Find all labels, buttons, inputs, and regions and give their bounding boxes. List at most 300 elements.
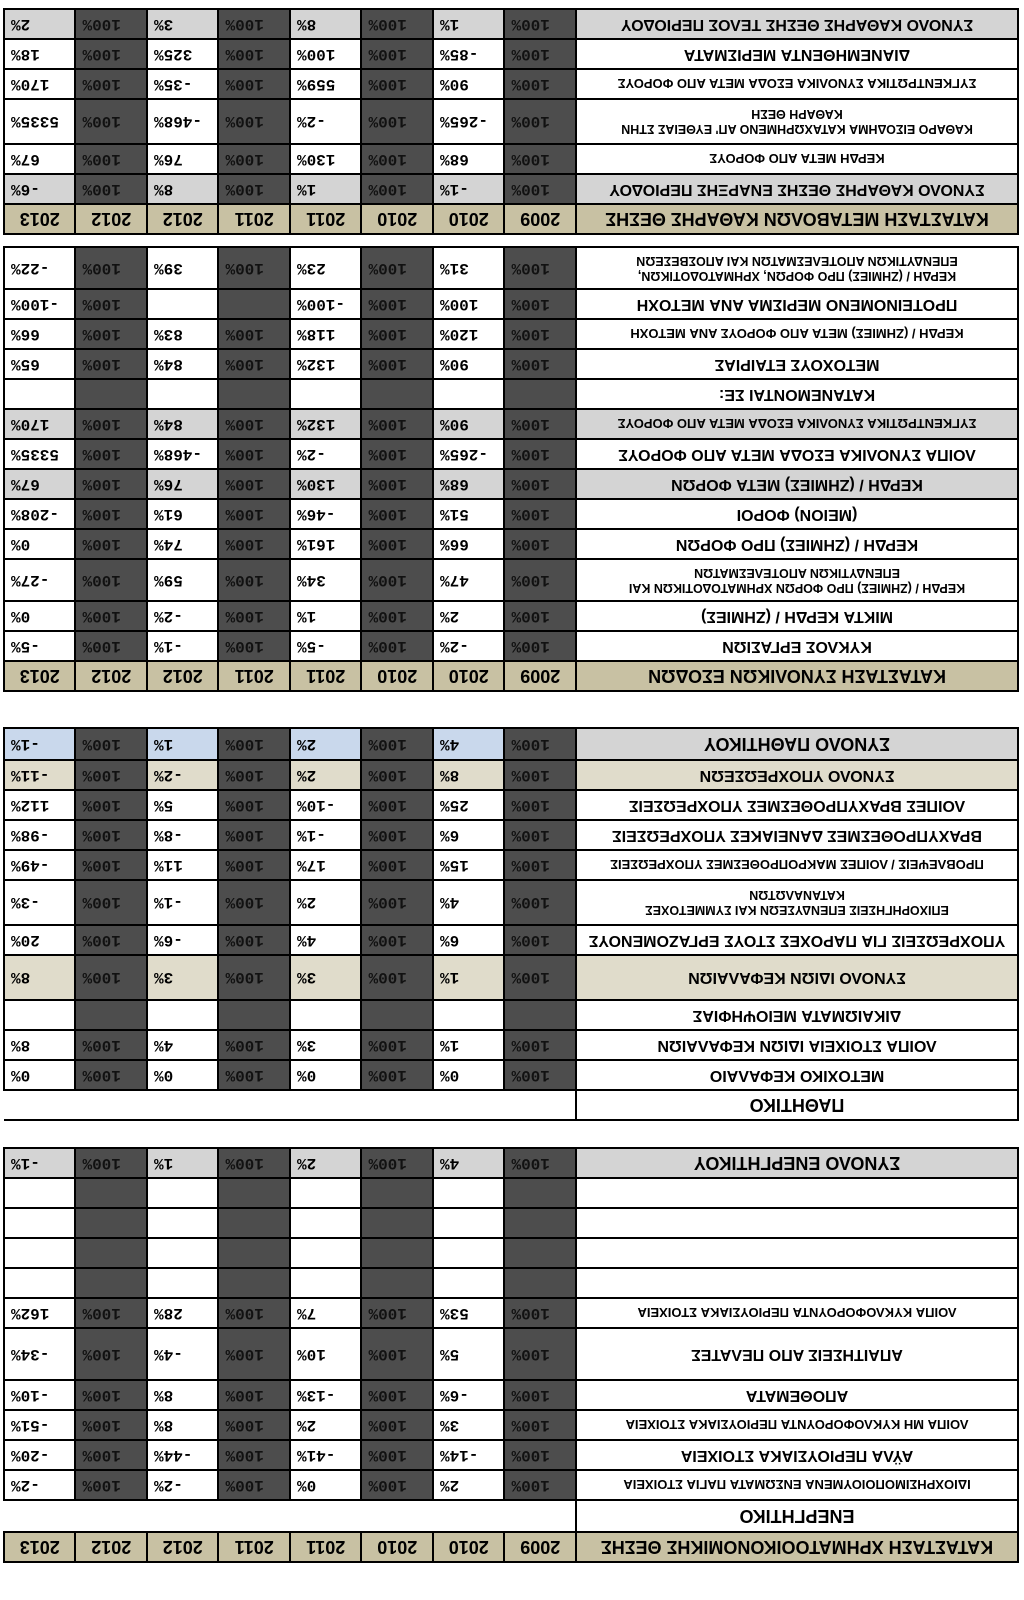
- empty-cell: [4, 1178, 76, 1208]
- base-year-cell: 100%: [505, 69, 577, 99]
- change-cell: 118%: [290, 319, 362, 349]
- base-year-cell: 100%: [362, 289, 434, 319]
- base-year-cell: 100%: [362, 1298, 434, 1328]
- base-year-cell: 100%: [362, 1328, 434, 1380]
- change-cell: 18%: [4, 39, 76, 69]
- base-year-cell: 100%: [219, 1030, 291, 1060]
- base-year-cell: 100%: [219, 1298, 291, 1328]
- change-cell: 132%: [290, 349, 362, 379]
- base-year-cell: 100%: [505, 880, 577, 925]
- base-year-cell: 100%: [362, 760, 434, 790]
- base-year-cell: 100%: [76, 1298, 148, 1328]
- change-cell: 7%: [290, 1298, 362, 1328]
- row-label-line: ΚΑΤΑΝΑΛΩΤΩΝ: [749, 888, 845, 903]
- row-label: ΚΕΡΔΗ ΜΕΤΑ ΑΠΟ ΦΟΡΟΥΣ: [576, 144, 1018, 174]
- row-label: ΛΟΙΠΑ ΣΥΝΟΛΙΚΑ ΕΣΟΔΑ ΜΕΤΑ ΑΠΟ ΦΟΡΟΥΣ: [576, 439, 1018, 469]
- change-cell: [4, 1000, 76, 1030]
- blank-area: [4, 1500, 576, 1532]
- empty-row: [4, 1268, 1018, 1298]
- base-year-cell: 100%: [362, 728, 434, 760]
- base-year-cell: 100%: [362, 469, 434, 499]
- row-label: ΛΟΙΠΑ ΣΤΟΙΧΕΙΑ ΙΔΙΩΝ ΚΕΦΑΛΑΙΩΝ: [576, 1030, 1018, 1060]
- change-cell: -14%: [433, 1440, 505, 1470]
- base-year-cell: 100%: [505, 925, 577, 955]
- table-row: [4, 955, 1018, 1000]
- empty-cell: [362, 1208, 434, 1238]
- table-row: [4, 247, 1018, 289]
- row-label: ΛΟΙΠΕΣ ΒΡΑΧΥΠΡΟΘΕΣΜΕΣ ΥΠΟΧΡΕΩΣΕΙΣ: [576, 790, 1018, 820]
- change-cell: -13%: [290, 1380, 362, 1410]
- row-label: ΣΥΝΟΛΟ ΠΑΘΗΤΙΚΟΥ: [576, 728, 1018, 760]
- base-year-cell: 100%: [505, 728, 577, 760]
- base-year-cell: 100%: [505, 469, 577, 499]
- base-year-cell: 100%: [76, 409, 148, 439]
- empty-cell: [147, 1238, 219, 1268]
- year-header: 2009: [505, 204, 577, 234]
- base-year-cell: 100%: [362, 631, 434, 661]
- row-label-line: ΕΠΙΧΟΡΗΓΗΣΕΙΣ ΕΠΕΝΔΥΣΕΩΝ ΚΑΙ ΣΥΜΜΕΤΟΧΕΣ: [645, 903, 949, 918]
- change-cell: 100%: [433, 289, 505, 319]
- change-cell: 39%: [147, 247, 219, 289]
- change-cell: 2%: [433, 601, 505, 631]
- change-cell: 6%: [433, 820, 505, 850]
- table-row: [4, 601, 1018, 631]
- change-cell: 17%: [290, 850, 362, 880]
- row-label-line: ΚΑΘΑΡΗ ΘΕΣΗ: [751, 107, 843, 122]
- change-cell: -1%: [4, 1148, 76, 1178]
- table-row: [4, 39, 1018, 69]
- change-cell: 11%: [147, 850, 219, 880]
- base-year-cell: 100%: [219, 39, 291, 69]
- row-label-line: ΚΕΡΔΗ / (ΖΗΜΙΕΣ) ΠΡΟ ΦΟΡΩΝ, ΧΡΗΜΑΤΟΔΟΤΙΚΩΝ,: [637, 269, 957, 283]
- change-cell: -1%: [4, 728, 76, 760]
- base-year-cell: 100%: [76, 174, 148, 204]
- base-year-cell: 100%: [76, 69, 148, 99]
- change-cell: -27%: [4, 559, 76, 601]
- base-year-cell: 100%: [362, 880, 434, 925]
- base-year-cell: 100%: [505, 790, 577, 820]
- total-row: [4, 728, 1018, 760]
- change-cell: 1%: [147, 1148, 219, 1178]
- base-year-cell: 100%: [362, 409, 434, 439]
- change-cell: 120%: [433, 319, 505, 349]
- change-cell: 3%: [147, 955, 219, 1000]
- table-row: [4, 1440, 1018, 1470]
- table-row: [4, 174, 1018, 204]
- empty-cell: [219, 1178, 291, 1208]
- base-year-cell: 100%: [76, 349, 148, 379]
- base-year-cell: 100%: [505, 850, 577, 880]
- change-cell: 8%: [4, 955, 76, 1000]
- section-heading: ΕΝΕΡΓΗΤΙΚΟ: [576, 1500, 1018, 1532]
- row-label: ΠΡΟΒΛΕΨΕΙΣ / ΛΟΙΠΕΣ ΜΑΚΡΟΠΡΟΘΕΣΜΕΣ ΥΠΟΧΡΕΩΣΕΙΣ: [576, 850, 1018, 880]
- base-year-cell: 100%: [76, 760, 148, 790]
- change-cell: -34%: [4, 1328, 76, 1380]
- base-year-cell: 100%: [76, 1410, 148, 1440]
- base-year-cell: 100%: [505, 1440, 577, 1470]
- row-label-line: ΕΠΕΝΔΥΤΙΚΩΝ ΑΠΟΤΕΛΕΣΜΑΤΩΝ: [694, 566, 900, 580]
- change-cell: 1%: [147, 728, 219, 760]
- base-year-cell: 100%: [76, 1148, 148, 1178]
- change-cell: 5335%: [4, 99, 76, 144]
- empty-cell: [505, 1268, 577, 1298]
- base-year-cell: 100%: [505, 1380, 577, 1410]
- empty-cell: [290, 1238, 362, 1268]
- change-cell: -6%: [433, 1380, 505, 1410]
- empty-cell: [76, 1208, 148, 1238]
- row-label: ΚΕΡΔΗ / (ΖΗΜΙΕΣ) ΠΡΟ ΦΟΡΩΝ: [576, 529, 1018, 559]
- change-cell: 8%: [147, 174, 219, 204]
- change-cell: 53%: [433, 1298, 505, 1328]
- base-year-cell: 100%: [219, 1380, 291, 1410]
- year-header: 2009: [505, 661, 577, 691]
- table-row: [4, 1410, 1018, 1440]
- base-year-cell: 100%: [505, 174, 577, 204]
- base-year-cell: 100%: [219, 955, 291, 1000]
- empty-cell: [147, 1208, 219, 1238]
- base-year-cell: 100%: [362, 99, 434, 144]
- empty-cell: [505, 1208, 577, 1238]
- change-cell: [433, 379, 505, 409]
- table-row: [4, 349, 1018, 379]
- change-cell: -468%: [147, 99, 219, 144]
- year-header: 2012: [76, 1532, 148, 1562]
- change-cell: 162%: [4, 1298, 76, 1328]
- change-cell: -11%: [4, 760, 76, 790]
- year-header: 2011: [219, 204, 291, 234]
- change-cell: -100%: [290, 289, 362, 319]
- table-row: [4, 790, 1018, 820]
- base-year-cell: 100%: [505, 1298, 577, 1328]
- change-cell: 66%: [433, 529, 505, 559]
- row-label: ΔΙΑΝΕΜΗΘΕΝΤΑ ΜΕΡΙΣΜΑΤΑ: [576, 39, 1018, 69]
- row-label: ΣΥΝΟΛΟ ΚΑΘΑΡΗΣ ΘΕΣΗΣ ΤΕΛΟΣ ΠΕΡΙΟΔΟΥ: [576, 9, 1018, 39]
- change-cell: -1%: [433, 174, 505, 204]
- year-header: 2013: [4, 1532, 76, 1562]
- change-cell: -208%: [4, 499, 76, 529]
- base-year-cell: 100%: [362, 925, 434, 955]
- base-year-cell: 100%: [362, 601, 434, 631]
- year-header: 2013: [4, 661, 76, 691]
- year-header: 2012: [147, 661, 219, 691]
- base-year-cell: 100%: [76, 1030, 148, 1060]
- base-year-cell: 100%: [362, 1440, 434, 1470]
- year-header: 2011: [290, 661, 362, 691]
- base-year-cell: 100%: [362, 820, 434, 850]
- base-year-cell: 100%: [76, 631, 148, 661]
- empty-cell: [290, 1178, 362, 1208]
- change-cell: -1%: [290, 820, 362, 850]
- change-cell: 4%: [147, 1030, 219, 1060]
- base-year-cell: 100%: [362, 9, 434, 39]
- base-year-cell: 100%: [219, 469, 291, 499]
- change-cell: 2%: [290, 760, 362, 790]
- change-cell: -51%: [4, 1410, 76, 1440]
- table-row: [4, 9, 1018, 39]
- change-cell: 84%: [147, 349, 219, 379]
- change-cell: 59%: [147, 559, 219, 601]
- year-header: 2012: [76, 204, 148, 234]
- row-label: ΣΥΓΚΕΝΤΡΩΤΙΚΑ ΣΥΝΟΛΙΚΑ ΕΣΟΔΑ ΜΕΤΑ ΑΠΟ ΦΟΡΟΥΣ: [576, 409, 1018, 439]
- row-label: (ΜΕΙΟΝ) ΦΟΡΟΙ: [576, 499, 1018, 529]
- year-header: 2010: [362, 204, 434, 234]
- row-label: ΚΑΤΑΝΕΜΟΝΤΑΙ ΣΕ:: [576, 379, 1018, 409]
- change-cell: 8%: [433, 760, 505, 790]
- table-row: [4, 469, 1018, 499]
- empty-cell: [290, 1268, 362, 1298]
- table-row: [4, 1328, 1018, 1380]
- change-cell: -2%: [147, 760, 219, 790]
- change-cell: 76%: [147, 144, 219, 174]
- table-row: [4, 760, 1018, 790]
- change-cell: 68%: [433, 144, 505, 174]
- base-year-cell: 100%: [505, 319, 577, 349]
- base-year-cell: 100%: [76, 529, 148, 559]
- base-year-cell: 100%: [362, 247, 434, 289]
- base-year-cell: 100%: [219, 631, 291, 661]
- empty-cell: [433, 1178, 505, 1208]
- change-cell: 15%: [433, 850, 505, 880]
- table-row: [4, 499, 1018, 529]
- table-row: [4, 1060, 1018, 1090]
- change-cell: 83%: [147, 319, 219, 349]
- base-year-cell: 100%: [219, 728, 291, 760]
- table-row: [4, 1298, 1018, 1328]
- base-year-cell: [505, 1000, 577, 1030]
- change-cell: 10%: [290, 1328, 362, 1380]
- base-year-cell: 100%: [505, 820, 577, 850]
- change-cell: 90%: [433, 349, 505, 379]
- change-cell: 8%: [290, 9, 362, 39]
- base-year-cell: 100%: [362, 1060, 434, 1090]
- base-year-cell: 100%: [505, 247, 577, 289]
- base-year-cell: 100%: [362, 1410, 434, 1440]
- income-statement: [3, 246, 1019, 692]
- year-header: 2011: [290, 204, 362, 234]
- base-year-cell: 100%: [76, 9, 148, 39]
- change-cell: 51%: [433, 499, 505, 529]
- table-row: [4, 559, 1018, 601]
- empty-cell: [219, 1268, 291, 1298]
- change-cell: [4, 379, 76, 409]
- change-cell: 34%: [290, 559, 362, 601]
- empty-cell: [433, 1238, 505, 1268]
- base-year-cell: 100%: [219, 1328, 291, 1380]
- base-year-cell: 100%: [505, 601, 577, 631]
- base-year-cell: 100%: [362, 39, 434, 69]
- table-row: [4, 1470, 1018, 1500]
- change-cell: 31%: [433, 247, 505, 289]
- empty-cell: [4, 1208, 76, 1238]
- base-year-cell: 100%: [505, 631, 577, 661]
- balance-sheet-body: [4, 728, 1018, 1562]
- change-cell: 4%: [433, 728, 505, 760]
- row-label: ΣΥΓΚΕΝΤΡΩΤΙΚΑ ΣΥΝΟΛΙΚΑ ΕΣΟΔΑ ΜΕΤΑ ΑΠΟ ΦΟΡΟΥΣ: [576, 69, 1018, 99]
- base-year-cell: 100%: [76, 955, 148, 1000]
- base-year-cell: [219, 1000, 291, 1030]
- empty-cell: [505, 1238, 577, 1268]
- change-cell: 1%: [433, 1030, 505, 1060]
- empty-cell: [76, 1268, 148, 1298]
- change-cell: -49%: [4, 850, 76, 880]
- equity-changes: [3, 8, 1019, 235]
- base-year-cell: 100%: [76, 925, 148, 955]
- change-cell: 0%: [290, 1470, 362, 1500]
- change-cell: 84%: [147, 409, 219, 439]
- base-year-cell: 100%: [219, 820, 291, 850]
- base-year-cell: 100%: [505, 559, 577, 601]
- change-cell: -98%: [4, 820, 76, 850]
- empty-cell: [362, 1238, 434, 1268]
- base-year-cell: 100%: [505, 39, 577, 69]
- change-cell: -4%: [147, 1328, 219, 1380]
- base-year-cell: 100%: [76, 39, 148, 69]
- change-cell: 6%: [433, 925, 505, 955]
- income-statement-table: [3, 246, 1019, 692]
- base-year-cell: [219, 379, 291, 409]
- change-cell: 8%: [147, 1380, 219, 1410]
- empty-cell: [505, 1178, 577, 1208]
- change-cell: -20%: [4, 1440, 76, 1470]
- empty-cell: [76, 1238, 148, 1268]
- change-cell: -41%: [290, 1440, 362, 1470]
- base-year-cell: 100%: [219, 1470, 291, 1500]
- change-cell: 1%: [433, 955, 505, 1000]
- base-year-cell: 100%: [219, 925, 291, 955]
- header-row: [4, 1532, 1018, 1562]
- base-year-cell: 100%: [505, 955, 577, 1000]
- change-cell: -44%: [147, 1440, 219, 1470]
- year-header: 2009: [505, 1532, 577, 1562]
- row-label: ΣΥΝΟΛΟ ΙΔΙΩΝ ΚΕΦΑΛΑΙΩΝ: [576, 955, 1018, 1000]
- base-year-cell: 100%: [219, 760, 291, 790]
- table-row: [4, 1030, 1018, 1060]
- base-year-cell: 100%: [76, 289, 148, 319]
- change-cell: 61%: [147, 499, 219, 529]
- empty-cell: [219, 1208, 291, 1238]
- base-year-cell: [76, 379, 148, 409]
- base-year-cell: 100%: [505, 144, 577, 174]
- base-year-cell: 100%: [219, 1410, 291, 1440]
- empty-row: [4, 1238, 1018, 1268]
- row-label: [576, 559, 1018, 601]
- change-cell: 0%: [4, 1060, 76, 1090]
- base-year-cell: 100%: [76, 439, 148, 469]
- base-year-cell: 100%: [76, 469, 148, 499]
- change-cell: 5335%: [4, 439, 76, 469]
- change-cell: 65%: [4, 349, 76, 379]
- balance-sheet: [3, 727, 1019, 1563]
- table-row: [4, 319, 1018, 349]
- change-cell: 1%: [433, 9, 505, 39]
- row-label: ΑΫΛΑ ΠΕΡΙΟΥΣΙΑΚΑ ΣΤΟΙΧΕΙΑ: [576, 1440, 1018, 1470]
- empty-cell: [362, 1178, 434, 1208]
- blank-area: [4, 1090, 576, 1120]
- empty-cell: [147, 1268, 219, 1298]
- change-cell: 76%: [147, 469, 219, 499]
- base-year-cell: 100%: [505, 1328, 577, 1380]
- table-row: [4, 409, 1018, 439]
- statement-title: ΚΑΤΑΣΤΑΣΗ ΣΥΝΟΛΙΚΩΝ ΕΣΟΔΩΝ: [576, 661, 1018, 691]
- base-year-cell: 100%: [219, 409, 291, 439]
- base-year-cell: 100%: [219, 9, 291, 39]
- equity-changes-body: [4, 9, 1018, 234]
- base-year-cell: 100%: [505, 760, 577, 790]
- row-label: ΑΠΑΙΤΗΣΕΙΣ ΑΠΟ ΠΕΛΑΤΕΣ: [576, 1328, 1018, 1380]
- change-cell: -22%: [4, 247, 76, 289]
- balance-sheet-table: [3, 727, 1019, 1563]
- change-cell: -468%: [147, 439, 219, 469]
- base-year-cell: 100%: [505, 99, 577, 144]
- table-row: [4, 289, 1018, 319]
- change-cell: 130%: [290, 144, 362, 174]
- gap: [4, 1120, 1018, 1148]
- empty-cell: [433, 1268, 505, 1298]
- table-row: [4, 850, 1018, 880]
- row-label-line: ΕΠΕΝΔΥΤΙΚΩΝ ΑΠΟΤΕΛΕΣΜΑΤΩΝ ΚΑΙ ΑΠΟΣΒΕΣΕΩΝ: [636, 254, 958, 268]
- table-row: [4, 1380, 1018, 1410]
- base-year-cell: 100%: [76, 144, 148, 174]
- base-year-cell: 100%: [362, 1470, 434, 1500]
- change-cell: [290, 1000, 362, 1030]
- base-year-cell: 100%: [76, 99, 148, 144]
- change-cell: 2%: [4, 9, 76, 39]
- base-year-cell: 100%: [505, 289, 577, 319]
- header-row: [4, 204, 1018, 234]
- row-label-line: ΚΑΘΑΡΟ ΕΙΣΟΔΗΜΑ ΚΑΤΑΧΩΡΗΜΕΝΟ ΑΠ' ΕΥΘΕΙΑΣ ΣΤΗΝ: [621, 122, 973, 137]
- row-label: [576, 880, 1018, 925]
- table-row: [4, 69, 1018, 99]
- base-year-cell: 100%: [505, 9, 577, 39]
- change-cell: [290, 379, 362, 409]
- year-header: 2012: [147, 204, 219, 234]
- empty-cell: [219, 1238, 291, 1268]
- year-header: 2010: [362, 1532, 434, 1562]
- empty-cell: [362, 1268, 434, 1298]
- row-label-line: ΚΕΡΔΗ / (ΖΗΜΙΕΣ) ΠΡΟ ΦΟΡΩΝ ΧΡΗΜΑΤΟΔΟΤΙΚΩΝ ΚΑΙ: [628, 581, 966, 595]
- year-header: 2011: [219, 661, 291, 691]
- base-year-cell: 100%: [362, 144, 434, 174]
- base-year-cell: 100%: [219, 1060, 291, 1090]
- change-cell: 325%: [147, 39, 219, 69]
- table-row: [4, 880, 1018, 925]
- change-cell: -10%: [4, 1380, 76, 1410]
- change-cell: [147, 289, 219, 319]
- base-year-cell: 100%: [219, 174, 291, 204]
- change-cell: 130%: [290, 469, 362, 499]
- change-cell: -2%: [147, 601, 219, 631]
- base-year-cell: 100%: [362, 790, 434, 820]
- change-cell: 2%: [290, 728, 362, 760]
- row-label: ΠΡΟΤΕΙΝΟΜΕΝΟ ΜΕΡΙΣΜΑ ΑΝΑ ΜΕΤΟΧΗ: [576, 289, 1018, 319]
- change-cell: -5%: [290, 631, 362, 661]
- change-cell: -100%: [4, 289, 76, 319]
- section-heading-row: [4, 1090, 1018, 1120]
- base-year-cell: 100%: [362, 1148, 434, 1178]
- change-cell: 3%: [147, 9, 219, 39]
- base-year-cell: 100%: [76, 319, 148, 349]
- change-cell: 8%: [147, 1410, 219, 1440]
- change-cell: 68%: [433, 469, 505, 499]
- row-label: ΛΟΙΠΑ ΜΗ ΚΥΚΛΟΦΟΡΟΥΝΤΑ ΠΕΡΙΟΥΣΙΑΚΑ ΣΤΟΙΧΕΙΑ: [576, 1410, 1018, 1440]
- change-cell: 4%: [290, 925, 362, 955]
- income-statement-body: [4, 247, 1018, 691]
- base-year-cell: 100%: [219, 601, 291, 631]
- change-cell: 5%: [433, 1328, 505, 1380]
- year-header: 2012: [147, 1532, 219, 1562]
- change-cell: -10%: [290, 790, 362, 820]
- base-year-cell: 100%: [362, 1380, 434, 1410]
